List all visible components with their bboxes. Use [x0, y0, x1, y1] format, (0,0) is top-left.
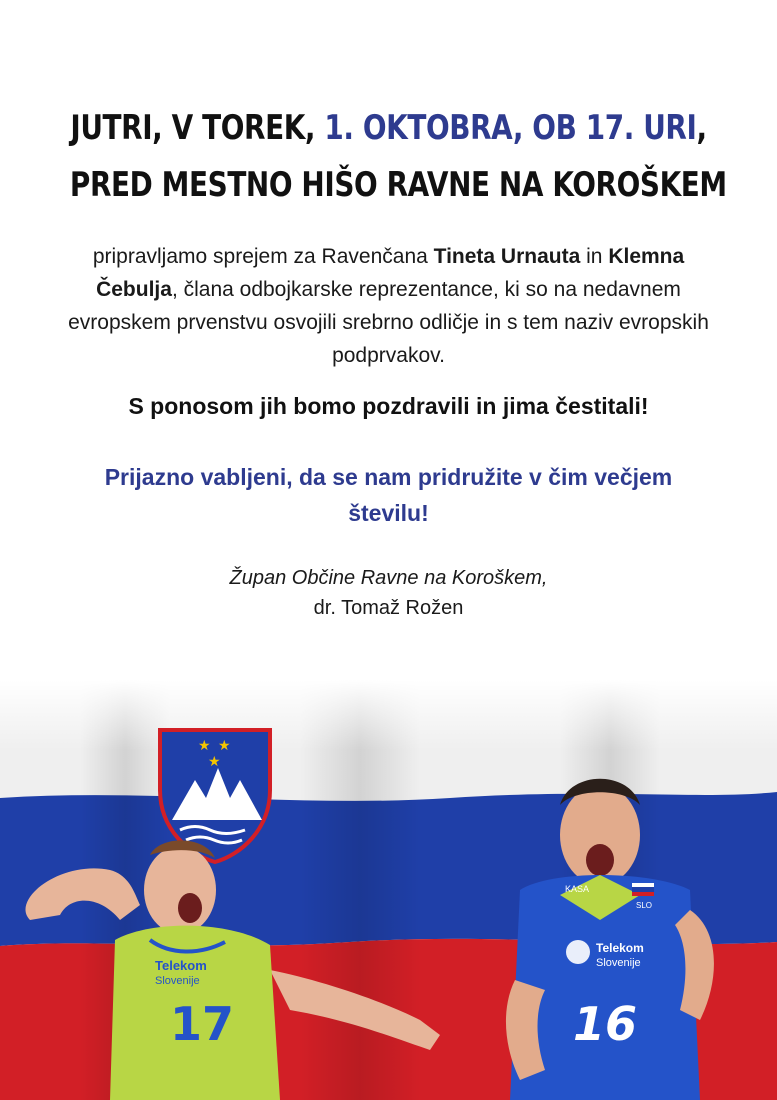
proud-statement: S ponosom jih bomo pozdravili in jima čestitali! — [128, 393, 649, 419]
sponsor-left-top: Telekom — [155, 958, 207, 973]
signature-name: dr. Tomaž Rožen — [313, 597, 464, 619]
shirt-code: SLO — [636, 901, 653, 910]
intro-text-2: in — [580, 245, 609, 268]
intro-text-1: pripravljamo sprejem za Ravenčana — [92, 245, 434, 268]
signature-title: Župan Občine Ravne na Koroškem, — [229, 567, 548, 589]
invitation-text: Prijazno vabljeni, da se nam pridružite v čim večjem številu! — [104, 464, 673, 526]
intro-text-3: , člana odbojkarske reprezentance, ki so na nedavnem evropskem prvenstvu osvojili srebrno odličje in s tem naziv evropskih podprvakov. — [68, 278, 709, 367]
svg-text:★: ★ — [208, 754, 221, 770]
jersey-number-left: 17 — [170, 997, 235, 1051]
player-name-1: Tineta Urnauta — [433, 245, 581, 268]
sponsor-right-bottom: Slovenije — [596, 957, 641, 969]
flag-players-visual — [0, 680, 777, 1100]
player-name-2: Klemna Čebulja — [96, 245, 685, 301]
intro-paragraph — [60, 240, 717, 372]
headline-line-1 — [70, 108, 707, 148]
headline-comma: , — [696, 108, 707, 148]
headline-date-accent: 1. OKTOBRA, OB 17. URI — [324, 108, 697, 148]
svg-text:★: ★ — [218, 738, 231, 754]
sponsor-left-bottom: Slovenije — [155, 975, 200, 987]
shirt-brand: KASA — [565, 884, 590, 894]
headline-line-2: PRED MESTNO HIŠO RAVNE NA KOROŠKEM — [69, 165, 727, 205]
signature-block — [0, 563, 777, 623]
sponsor-right-top: Telekom — [596, 941, 644, 955]
jersey-number-right: 16 — [573, 997, 638, 1051]
headline-date-intro: JUTRI, V TOREK, — [70, 108, 325, 148]
svg-text:★: ★ — [198, 738, 211, 754]
